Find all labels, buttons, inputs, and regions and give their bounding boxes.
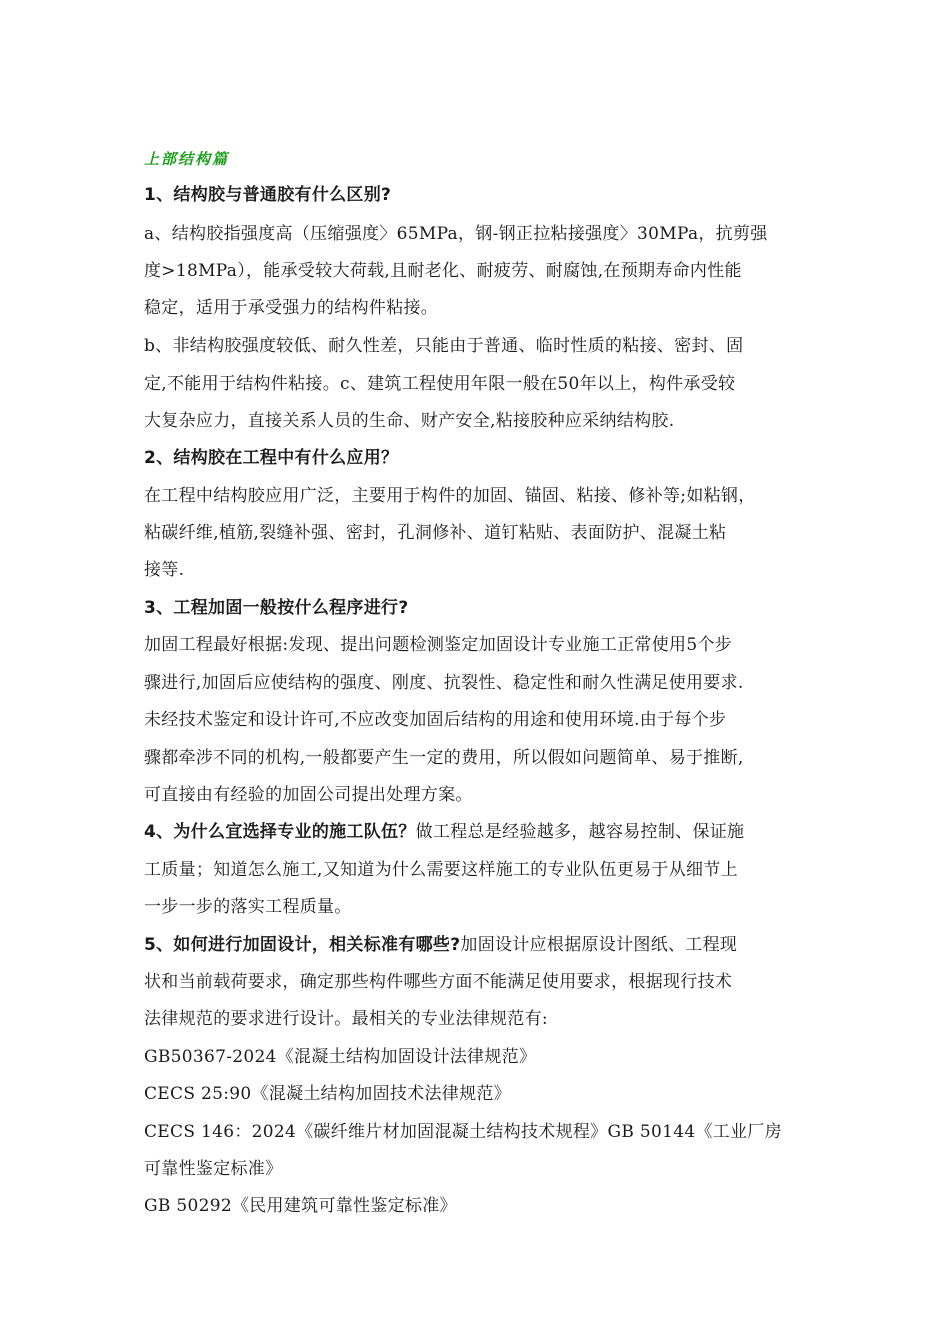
answer-2-line: 粘碳纤维,植筋,裂缝补强、密封，孔洞修补、道钉粘贴、表面防护、混凝土粘 [144, 523, 727, 543]
answer-1-line: 大复杂应力，直接关系人员的生命、财产安全,粘接胶种应采纳结构胶. [144, 411, 675, 431]
answer-2-line: 在工程中结构胶应用广泛，主要用于构件的加固、锚固、粘接、修补等;如粘钢， [144, 486, 756, 506]
section-title: 上部结构篇 [144, 150, 230, 168]
answer-3-line: 未经技术鉴定和设计许可,不应改变加固后结构的用途和使用环境.由于每个步 [144, 710, 727, 730]
answer-3-line: 骤都牵涉不同的机构,一般都要产生一定的费用，所以假如问题简单、易于推断, [144, 748, 744, 768]
question-4-line [144, 820, 744, 844]
answer-3-line: 可直接由有经验的加固公司提出处理方案。 [144, 785, 473, 805]
standard-item: GB 50292《民用建筑可靠性鉴定标准》 [144, 1196, 457, 1216]
question-1-title: 1、结构胶与普通胶有什么区别? [144, 185, 392, 205]
answer-1-line: 度>18MPa），能承受较大荷载,且耐老化、耐疲劳、耐腐蚀,在预期寿命内性能 [144, 261, 742, 281]
question-5-line [144, 933, 737, 957]
answer-4-line: 工质量；知道怎么施工,又知道为什么需要这样施工的专业队伍更易于从细节上 [144, 860, 738, 880]
standard-item: CECS 25:90《混凝土结构加固技术法律规范》 [144, 1084, 511, 1104]
answer-5-line: 状和当前载荷要求，确定那些构件哪些方面不能满足使用要求，根据现行技术 [144, 972, 733, 992]
answer-3-line: 加固工程最好根据:发现、提出问题检测鉴定加固设计专业施工正常使用5个步 [144, 635, 733, 655]
answer-4-inline: 做工程总是经验越多，越容易控制、保证施 [415, 822, 745, 842]
standard-item: CECS 146：2024《碳纤维片材加固混凝土结构技术规程》GB 50144《工业厂房 [144, 1122, 782, 1142]
question-4-title: 4、为什么宜选择专业的施工队伍？ [144, 822, 416, 842]
answer-1-line: 定,不能用于结构件粘接。c、建筑工程使用年限一般在50年以上，构件承受较 [144, 374, 736, 394]
answer-2-line: 接等. [144, 560, 185, 580]
standard-item: GB50367-2024《混凝土结构加固设计法律规范》 [144, 1047, 537, 1067]
answer-5-line: 法律规范的要求进行设计。最相关的专业法律规范有: [144, 1009, 548, 1029]
answer-4-line: 一步一步的落实工程质量。 [144, 897, 352, 917]
answer-1-line: 稳定，适用于承受强力的结构件粘接。 [144, 298, 439, 318]
question-5-title: 5、如何进行加固设计，相关标准有哪些? [144, 935, 461, 955]
question-2-title: 2、结构胶在工程中有什么应用？ [144, 448, 399, 468]
question-3-title: 3、工程加固一般按什么程序进行? [144, 598, 409, 618]
answer-1-line: a、结构胶指强度高（压缩强度〉65MPa，钢-钢正拉粘接强度〉30MPa，抗剪强 [144, 224, 768, 244]
answer-1-line: b、非结构胶强度较低、耐久性差，只能由于普通、临时性质的粘接、密封、固 [144, 336, 744, 356]
standard-item: 可靠性鉴定标准》 [144, 1159, 283, 1179]
answer-5-inline: 加固设计应根据原设计图纸、工程现 [460, 935, 738, 955]
answer-3-line: 骤进行,加固后应使结构的强度、刚度、抗裂性、稳定性和耐久性满足使用要求. [144, 673, 744, 693]
